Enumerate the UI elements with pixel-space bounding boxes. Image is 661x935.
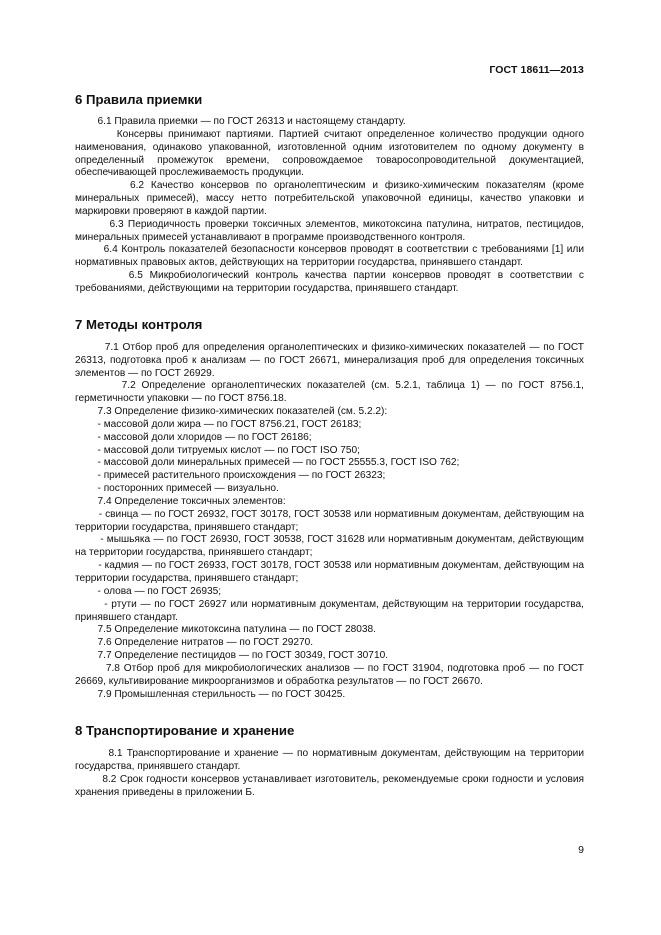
list-item: - примесей растительного происхождения — по ГОСТ 26323; — [75, 470, 386, 482]
paragraph-7-1: 7.1 Отбор проб для определения органолептических и физико-химических показателей — по ГОСТ 26313, подготовка проб к анализам — по ГОСТ 26671, минерализация проб для определения токсичных элементов — по ГОСТ 26929. — [75, 341, 584, 379]
section-control-methods — [75, 317, 584, 702]
page-number: 9 — [578, 844, 584, 856]
list-item: - массовой доли минеральных примесей — по ГОСТ 25555.3, ГОСТ ISO 762; — [75, 457, 460, 469]
list-item: - посторонних примесей — визуально. — [75, 483, 279, 495]
paragraph-6-3: 6.3 Периодичность проверки токсичных элементов, микотоксина патулина, нитратов, пестицидов, минеральных примесей устанавливают в программе производственного контроля. — [75, 218, 584, 243]
section-title: 6 Правила приемки — [75, 92, 203, 107]
list-item: - массовой доли жира — по ГОСТ 8756.21, ГОСТ 26183; — [75, 418, 362, 430]
paragraph-6-2: 6.2 Качество консервов по органолептическим и физико-химическим показателям (кроме минеральных примесей), массу нетто потребительской упаковочной единицы, качество упаковки и маркировки проверяют в каждой партии. — [75, 180, 584, 217]
list-item: - мышьяка — по ГОСТ 26930, ГОСТ 30538, ГОСТ 31628 или нормативным документам, действующим на территории государства, принявшего стандарт; — [75, 534, 584, 559]
section-acceptance-rules — [75, 92, 584, 296]
list-item: - массовой доли титруемых кислот — по ГОСТ ISO 750; — [75, 444, 360, 456]
paragraph-7-7: 7.7 Определение пестицидов — по ГОСТ 30349, ГОСТ 30710. — [75, 650, 389, 662]
list-item: - кадмия — по ГОСТ 26933, ГОСТ 30178, ГОСТ 30538 или нормативным документам, действующим на территории государства, принявшего стандарт; — [75, 560, 584, 584]
list-item: - ртути — по ГОСТ 26927 или нормативным документам, действующим на территории государства, принявшего стандарт. — [75, 598, 584, 623]
paragraph-7-8: 7.8 Отбор проб для микробиологических анализов — по ГОСТ 31904, подготовка проб — по ГОСТ 26669, культивирование микроорганизмов и обработка результатов — по ГОСТ 26670. — [75, 662, 584, 687]
paragraph-6-4: 6.4 Контроль показателей безопасности консервов проводят в соответствии с требованиями [1] или нормативных правовых актов, действующих на территории государства, принявшего стандарт. — [75, 244, 584, 269]
paragraph-6-5: 6.5 Микробиологический контроль качества партии консервов проводят в соответствии с требованиями, действующими на территории государства, принявшего стандарт. — [75, 270, 584, 294]
paragraph-7-4: 7.4 Определение токсичных элементов: — [75, 495, 286, 507]
paragraph-8-2: 8.2 Срок годности консервов устанавливает изготовитель, рекомендуемые сроки годности и условия хранения приведены в приложении Б. — [75, 774, 584, 798]
list-item: - олова — по ГОСТ 26935; — [75, 585, 222, 597]
section-title: 7 Методы контроля — [75, 316, 203, 332]
paragraph-7-2: 7.2 Определение органолептических показателей (см. 5.2.1, таблица 1) — по ГОСТ 8756.1, герметичности упаковки — по ГОСТ 8756.18. — [75, 380, 584, 405]
paragraph-7-5: 7.5 Определение микотоксина патулина — по ГОСТ 28038. — [75, 624, 376, 636]
paragraph-7-9: 7.9 Промышленная стерильность — по ГОСТ 30425. — [75, 688, 346, 700]
section-title: 8 Транспортирование и хранение — [75, 723, 295, 739]
page-content — [75, 92, 584, 800]
paragraph-batch-definition: Консервы принимают партиями. Партией считают определенное количество продукции одного наименования, одинаково упакованной, изготовленной одним изготовителем по одному документу в определенный промежуток времени, сопровождаемое товаросопроводительной документацией, обеспечивающей прослеживаемость продукции. — [75, 128, 584, 179]
section-transport-storage — [75, 723, 584, 799]
paragraph-6-1: 6.1 Правила приемки — по ГОСТ 26313 и настоящему стандарту. — [75, 116, 406, 127]
paragraph-7-6: 7.6 Определение нитратов — по ГОСТ 29270. — [75, 637, 314, 649]
paragraph-8-1: 8.1 Транспортирование и хранение — по нормативным документам, действующим на территории государства, принявшего стандарт. — [75, 748, 584, 773]
document-code-header: ГОСТ 18611—2013 — [489, 64, 584, 76]
list-item: - свинца — по ГОСТ 26932, ГОСТ 30178, ГОСТ 30538 или нормативным документам, действующим на территории государства, принявшего стандарт; — [75, 508, 584, 533]
paragraph-7-3: 7.3 Определение физико-химических показателей (см. 5.2.2): — [75, 406, 388, 418]
list-item: - массовой доли хлоридов — по ГОСТ 26186; — [75, 431, 312, 443]
